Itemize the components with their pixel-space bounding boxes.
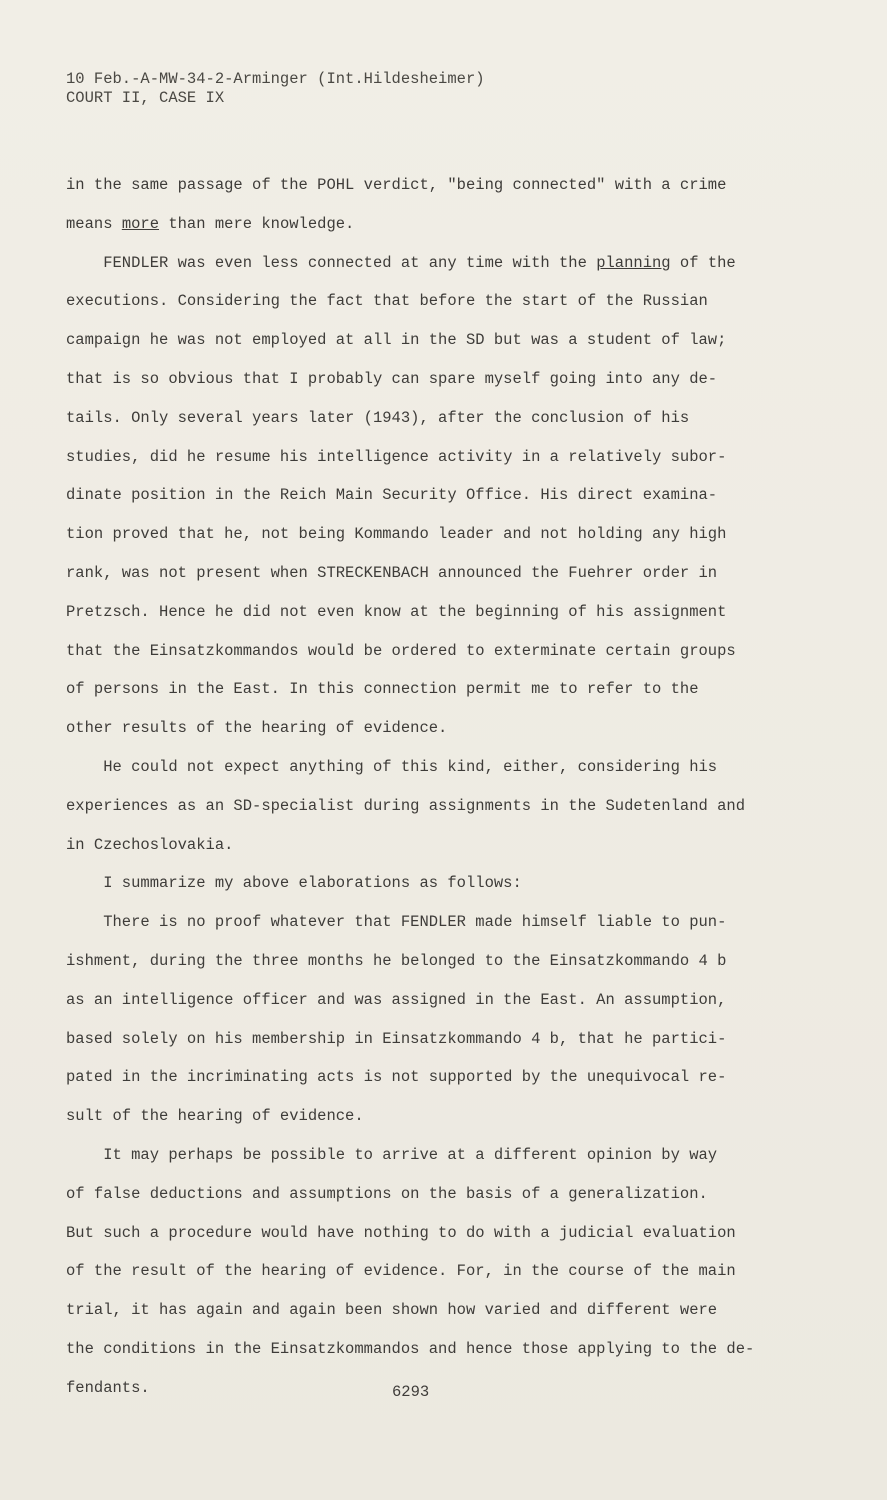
text-line <box>66 1175 786 1214</box>
document-body <box>66 166 786 1408</box>
line-text: other results of the hearing of evidence. <box>66 719 448 738</box>
text-line <box>66 321 786 360</box>
text-line <box>66 282 786 321</box>
line-text: pated in the incriminating acts is not supported by the unequivocal re- <box>66 1068 727 1087</box>
line-text: trial, it has again and again been shown how varied and different were <box>66 1301 718 1320</box>
text-line <box>66 1291 786 1330</box>
line-text-before: means <box>66 214 122 233</box>
line-text: as an intelligence officer and was assigned in the East. An assumption, <box>66 990 727 1009</box>
line-text: ishment, during the three months he belonged to the Einsatzkommando 4 b <box>66 951 727 970</box>
line-text: based solely on his membership in Einsatzkommando 4 b, that he partici- <box>66 1029 727 1048</box>
underlined-word: more <box>121 214 160 233</box>
header-court-case-line: COURT II, CASE IX <box>66 89 225 107</box>
line-text-after: of the <box>670 253 736 272</box>
line-text: rank, was not present when STRECKENBACH announced the Fuehrer order in <box>66 563 718 582</box>
text-line <box>66 554 786 593</box>
line-text: It may perhaps be possible to arrive at a different opinion by way <box>66 1145 718 1164</box>
line-text: sult of the hearing of evidence. <box>66 1107 364 1126</box>
text-line <box>66 244 786 283</box>
text-line <box>66 826 786 865</box>
text-line <box>66 399 786 438</box>
text-line <box>66 1020 786 1059</box>
line-text: tion proved that he, not being Kommando leader and not holding any high <box>66 525 727 544</box>
text-line <box>66 903 786 942</box>
text-line <box>66 205 786 244</box>
text-line <box>66 670 786 709</box>
line-text: experiences as an SD-specialist during assignments in the Sudetenland and <box>66 796 746 815</box>
line-text: in the same passage of the POHL verdict, "being connected" with a crime <box>66 176 727 194</box>
text-line <box>66 787 786 826</box>
text-line <box>66 438 786 477</box>
text-line <box>66 1097 786 1136</box>
text-line <box>66 1136 786 1175</box>
line-text: that is so obvious that I probably can spare myself going into any de- <box>66 369 718 388</box>
line-text: the conditions in the Einsatzkommandos and hence those applying to the de- <box>66 1339 755 1358</box>
text-line <box>66 593 786 632</box>
line-text: There is no proof whatever that FENDLER made himself liable to pun- <box>66 913 727 932</box>
text-line <box>66 1214 786 1253</box>
line-text: executions. Considering the fact that before the start of the Russian <box>66 292 708 311</box>
line-text: of the result of the hearing of evidence. For, in the course of the main <box>66 1262 736 1281</box>
line-text: I summarize my above elaborations as follows: <box>66 874 522 893</box>
text-line <box>66 360 786 399</box>
text-line <box>66 632 786 671</box>
line-text: tails. Only several years later (1943), after the conclusion of his <box>66 408 690 427</box>
line-text: campaign he was not employed at all in the SD but was a student of law; <box>66 331 727 350</box>
line-text: He could not expect anything of this kind, either, considering his <box>66 757 718 776</box>
text-line <box>66 1330 786 1369</box>
text-line <box>66 1252 786 1291</box>
text-line <box>66 515 786 554</box>
text-line <box>66 748 786 787</box>
line-text-before: FENDLER was even less connected at any time with the <box>66 253 597 272</box>
line-text: But such a procedure would have nothing to do with a judicial evaluation <box>66 1223 736 1242</box>
text-line <box>66 942 786 981</box>
text-line <box>66 166 786 205</box>
line-text: studies, did he resume his intelligence activity in a relatively subor- <box>66 447 727 466</box>
page-number: 6293 <box>392 1383 430 1401</box>
line-text: in Czechoslovakia. <box>66 835 234 854</box>
line-text: of persons in the East. In this connection permit me to refer to the <box>66 680 699 699</box>
text-line <box>66 709 786 748</box>
header-reference-line: 10 Feb.-A-MW-34-2-Arminger (Int.Hildesheimer) <box>66 70 485 88</box>
line-text: dinate position in the Reich Main Security Office. His direct examina- <box>66 486 718 505</box>
line-text: Pretzsch. Hence he did not even know at the beginning of his assignment <box>66 602 727 621</box>
line-text: that the Einsatzkommandos would be ordered to exterminate certain groups <box>66 641 736 660</box>
text-line <box>66 981 786 1020</box>
line-text: fendants. <box>66 1378 150 1397</box>
text-line <box>66 864 786 903</box>
line-text: of false deductions and assumptions on the basis of a generalization. <box>66 1184 708 1203</box>
line-text-after: than mere knowledge. <box>159 214 355 233</box>
document-header <box>66 70 485 108</box>
text-line <box>66 476 786 515</box>
underlined-word: planning <box>596 253 671 272</box>
text-line <box>66 1058 786 1097</box>
